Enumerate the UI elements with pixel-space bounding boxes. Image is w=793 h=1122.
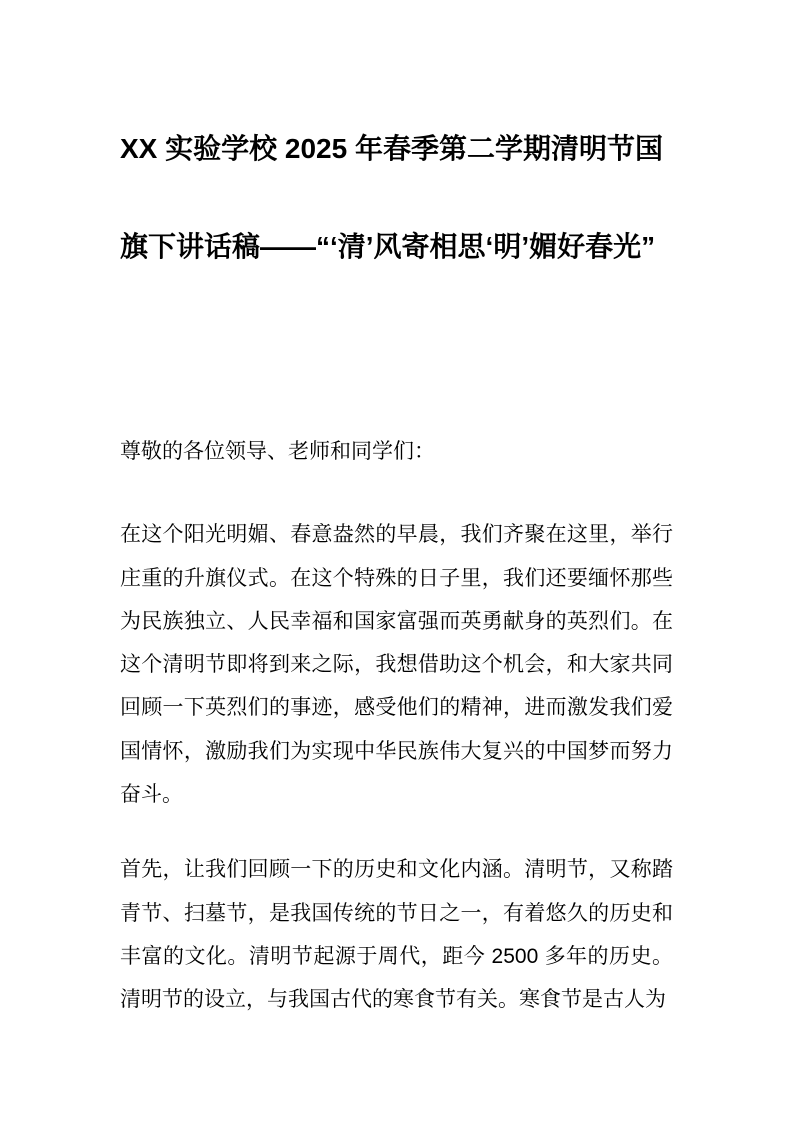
greeting-line: 尊敬的各位领导、老师和同学们： bbox=[120, 440, 435, 463]
document-title-line-1: XX 实验学校 2025 年春季第二学期清明节国 bbox=[120, 133, 663, 164]
paragraph-history: 首先，让我们回顾一下的历史和文化内涵。清明节，又称踏青节、扫墓节，是我国传统的节日之一，有着悠久的历史和丰富的文化。清明节起源于周代，距今 2500 多年的历史。清明节的设立，与我国古代的寒食节有关。寒食节是古人为 bbox=[120, 858, 673, 1012]
paragraph-opening: 在这个阳光明媚、春意盎然的早晨，我们齐聚在这里，举行庄重的升旗仪式。在这个特殊的日子里，我们还要缅怀那些为民族独立、人民幸福和国家富强而英勇献身的英烈们。在这个清明节即将到来之际，我想借助这个机会，和大家共同回顾一下英烈们的事迹，感受他们的精神，进而激发我们爱国情怀，激励我们为实现中华民族伟大复兴的中国梦而努力奋斗。 bbox=[120, 523, 673, 807]
document-title bbox=[120, 100, 673, 296]
document-title-line-2: 旗下讲话稿——“‘清’风寄相思‘明’媚好春光” bbox=[120, 231, 656, 262]
